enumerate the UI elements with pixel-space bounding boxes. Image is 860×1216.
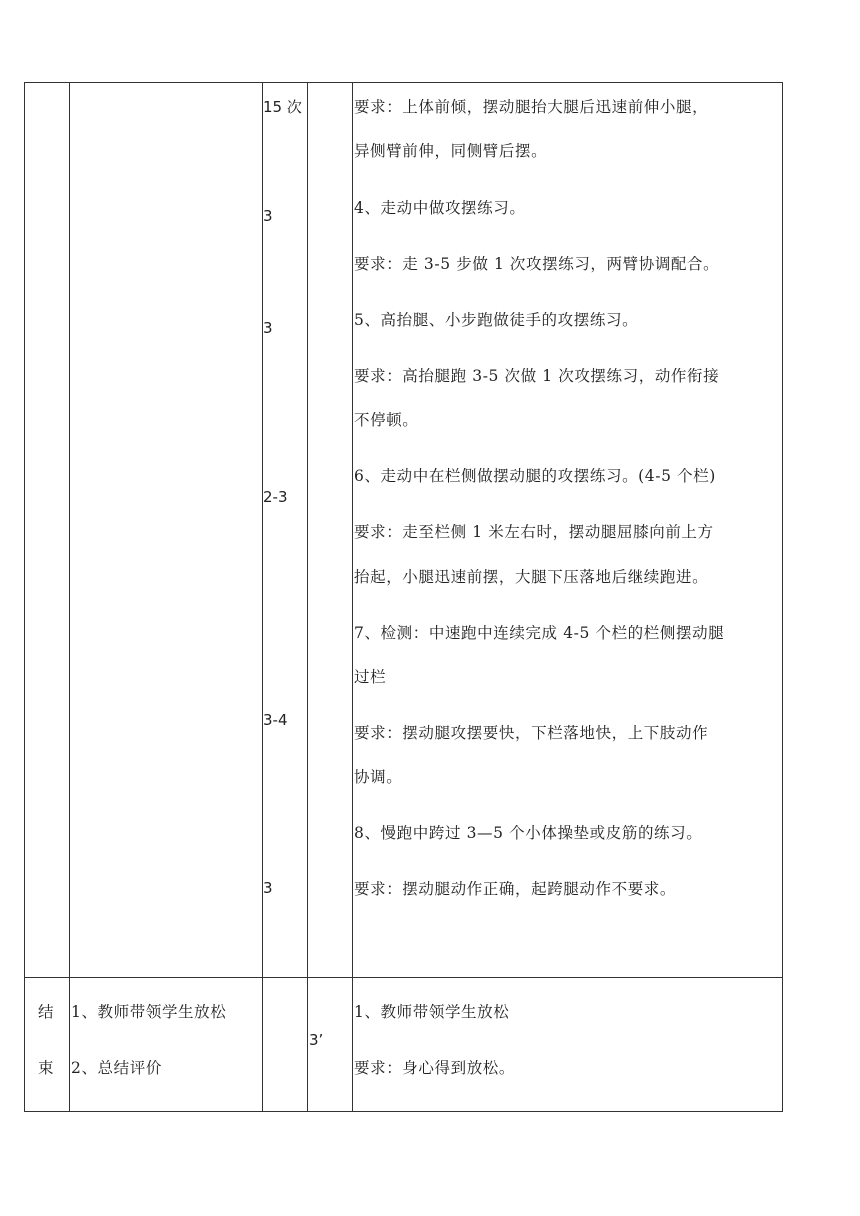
content-line: 要求：摆动腿攻摆要快，下栏落地快，上下肢动作: [354, 724, 709, 742]
count-cell: 3-4: [263, 711, 288, 729]
content-line: 要求：上体前倾，摆动腿抬大腿后迅速前伸小腿，: [354, 98, 709, 116]
table-column-divider: [69, 82, 70, 1112]
section-label: 结: [38, 1003, 55, 1021]
table-row-divider: [24, 977, 783, 978]
count-cell: 3: [263, 879, 273, 897]
content-line: 协调。: [354, 768, 403, 786]
table-column-divider: [307, 82, 308, 1112]
content-line: 要求：走至栏侧 1 米左右时，摆动腿屈膝向前上方: [354, 523, 714, 541]
table-column-divider: [352, 82, 353, 1112]
section-label: 束: [38, 1059, 55, 1077]
content-line: 7、检测：中速跑中连续完成 4-5 个栏的栏侧摆动腿: [354, 624, 725, 642]
content-line: 要求：高抬腿跑 3-5 次做 1 次攻摆练习，动作衔接: [354, 367, 720, 385]
content-line: 要求：身心得到放松。: [354, 1059, 516, 1077]
content-line: 不停顿。: [354, 411, 419, 429]
count-cell: 2-3: [263, 488, 288, 506]
lesson-plan-table: [24, 82, 783, 1112]
table-border-left: [24, 82, 25, 1112]
count-cell: 3: [263, 319, 273, 337]
content-line: 抬起，小腿迅速前摆，大腿下压落地后继续跑进。: [354, 568, 709, 586]
content-line: 要求：摆动腿动作正确，起跨腿动作不要求。: [354, 880, 677, 898]
content-line: 4、走动中做攻摆练习。: [354, 199, 526, 217]
duration-cell: 3’: [309, 1031, 324, 1049]
table-border-right: [782, 82, 783, 1112]
content-line: 过栏: [354, 668, 387, 686]
activity-line: 1、教师带领学生放松: [71, 1003, 227, 1021]
content-line: 异侧臂前伸，同侧臂后摆。: [354, 142, 548, 160]
content-line: 要求：走 3-5 步做 1 次攻摆练习，两臂协调配合。: [354, 255, 720, 273]
content-line: 1、教师带领学生放松: [354, 1003, 510, 1021]
content-line: 8、慢跑中跨过 3—5 个小体操垫或皮筋的练习。: [354, 824, 703, 842]
count-cell: 15 次: [263, 98, 302, 116]
content-line: 6、走动中在栏侧做摆动腿的攻摆练习。(4-5 个栏): [354, 467, 716, 485]
table-border-bottom: [24, 1111, 783, 1112]
activity-line: 2、总结评价: [71, 1059, 162, 1077]
table-border-top: [24, 82, 783, 83]
count-cell: 3: [263, 207, 273, 225]
table-column-divider: [262, 82, 263, 1112]
content-line: 5、高抬腿、小步跑做徒手的攻摆练习。: [354, 311, 639, 329]
